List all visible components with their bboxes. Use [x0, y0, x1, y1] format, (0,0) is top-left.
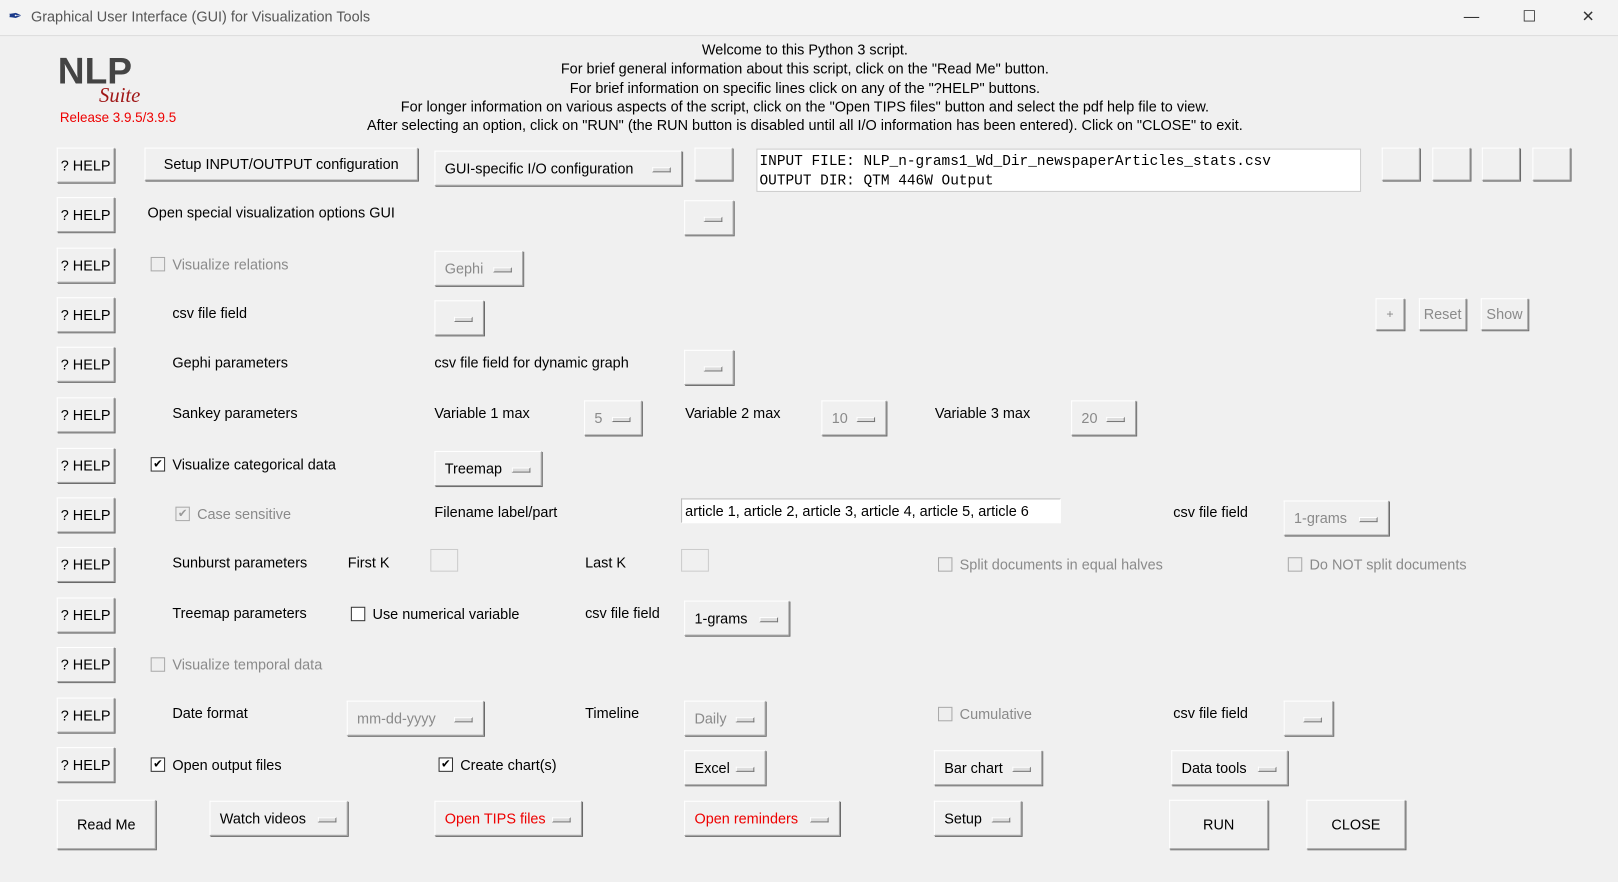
- help-button[interactable]: ? HELP: [57, 747, 115, 782]
- dropdown-indicator-icon: [810, 817, 829, 822]
- dropdown-value: GUI-specific I/O configuration: [444, 159, 634, 177]
- relations-tool-dropdown[interactable]: [434, 251, 523, 286]
- dropdown-value: Data tools: [1181, 759, 1247, 776]
- blank-button[interactable]: [694, 148, 732, 181]
- treemap-csv-label: csv file field: [585, 604, 660, 622]
- io-icon-button[interactable]: [1382, 148, 1420, 181]
- last-k-label: Last K: [585, 554, 627, 571]
- temporal-csv-label: csv file field: [1173, 704, 1248, 722]
- no-split-label: Do NOT split documents: [1309, 556, 1467, 573]
- dropdown-value: 20: [1081, 409, 1098, 427]
- dynamic-field-dropdown[interactable]: [684, 350, 734, 385]
- visualize-temporal-checkbox[interactable]: [151, 657, 165, 671]
- help-button[interactable]: ? HELP: [57, 647, 115, 682]
- intro-line: For longer information on various aspects of the script, click on the "Open TIPS files" button and select the pdf help file to view.: [400, 97, 1209, 115]
- last-k-input[interactable]: [681, 549, 709, 572]
- variable2-label: Variable 2 max: [685, 404, 781, 422]
- dropdown-indicator-icon: [704, 217, 723, 222]
- no-split-checkbox[interactable]: [1288, 557, 1302, 571]
- excel-dropdown[interactable]: [684, 750, 766, 785]
- io-icon-button[interactable]: [1532, 148, 1570, 181]
- variable1-label: Variable 1 max: [434, 404, 530, 422]
- csv-field-dropdown[interactable]: [1284, 500, 1389, 535]
- show-button[interactable]: Show: [1481, 298, 1528, 330]
- dropdown-value: Bar chart: [944, 759, 1003, 776]
- dropdown-value: Treemap: [444, 460, 503, 477]
- intro-line: Welcome to this Python 3 script.: [701, 41, 908, 58]
- dropdown-value: Setup: [944, 810, 982, 827]
- csv-field-label: csv file field: [1173, 503, 1248, 521]
- intro-line: For brief general information about this script, click on the "Read Me" button.: [560, 60, 1049, 77]
- dropdown-indicator-icon: [736, 767, 755, 772]
- gui-specific-io-dropdown[interactable]: [434, 151, 682, 186]
- dropdown-indicator-icon: [759, 617, 778, 622]
- categorical-tool-dropdown[interactable]: [434, 451, 541, 486]
- reset-button[interactable]: Reset: [1419, 298, 1466, 330]
- help-button[interactable]: ? HELP: [57, 698, 115, 733]
- help-button[interactable]: ? HELP: [57, 297, 115, 332]
- dropdown-indicator-icon: [736, 717, 755, 722]
- watch-videos-dropdown[interactable]: [209, 801, 347, 836]
- variable3-label: Variable 3 max: [934, 404, 1031, 422]
- cumulative-label: Cumulative: [959, 705, 1032, 723]
- open-output-label: Open output files: [172, 756, 282, 773]
- dropdown-value: 1-grams: [1294, 509, 1348, 527]
- run-button[interactable]: RUN: [1169, 800, 1268, 850]
- io-icon-button[interactable]: [1432, 148, 1470, 181]
- cumulative-checkbox[interactable]: [938, 707, 952, 721]
- date-format-dropdown[interactable]: [347, 701, 484, 736]
- visualize-categorical-label: Visualize categorical data: [172, 456, 336, 473]
- intro-line: After selecting an option, click on "RUN" (the RUN button is disabled until all I/O information has been entered). Click on "CLOSE" to exit.: [367, 116, 1243, 134]
- logo-suite: Suite: [99, 84, 141, 108]
- setup-dropdown[interactable]: [934, 801, 1022, 836]
- dropdown-value: Excel: [694, 759, 730, 776]
- tips-dropdown[interactable]: [434, 801, 582, 836]
- treemap-params-label: Treemap parameters: [172, 604, 307, 622]
- variable1-dropdown[interactable]: [584, 400, 642, 435]
- use-numerical-label: Use numerical variable: [372, 605, 520, 623]
- treemap-csv-dropdown[interactable]: [684, 601, 789, 636]
- maximize-button[interactable]: ☐: [1522, 8, 1537, 26]
- help-button[interactable]: ? HELP: [57, 397, 115, 432]
- case-sensitive-label: Case sensitive: [197, 505, 292, 523]
- io-icon-button[interactable]: [1482, 148, 1520, 181]
- timeline-label: Timeline: [585, 704, 640, 722]
- data-tools-dropdown[interactable]: [1171, 750, 1288, 785]
- help-button[interactable]: ? HELP: [57, 347, 115, 382]
- dropdown-indicator-icon: [1106, 417, 1125, 422]
- feather-icon: ✒: [8, 8, 23, 26]
- first-k-label: First K: [347, 554, 390, 571]
- logo-nlp: NLP: [57, 49, 133, 92]
- create-charts-checkbox[interactable]: ✔: [439, 757, 453, 771]
- help-button[interactable]: ? HELP: [57, 197, 115, 232]
- close-window-button[interactable]: ✕: [1581, 8, 1595, 26]
- csv-file-field-label: csv file field: [172, 304, 247, 321]
- help-button[interactable]: ? HELP: [57, 597, 115, 632]
- visualize-relations-label: Visualize relations: [172, 255, 289, 273]
- date-format-label: Date format: [172, 704, 248, 722]
- first-k-input[interactable]: [430, 549, 458, 572]
- dropdown-value: mm-dd-yyyy: [357, 709, 436, 727]
- dropdown-value: Open reminders: [694, 810, 799, 827]
- add-button[interactable]: +: [1376, 298, 1405, 330]
- help-button[interactable]: ? HELP: [57, 148, 115, 183]
- timeline-dropdown[interactable]: [684, 701, 766, 736]
- dropdown-indicator-icon: [318, 817, 337, 822]
- dropdown-value: Watch videos: [219, 810, 306, 827]
- special-gui-dropdown[interactable]: [684, 200, 734, 235]
- special-gui-label: Open special visualization options GUI: [147, 204, 395, 221]
- help-button[interactable]: ? HELP: [57, 248, 115, 283]
- close-button[interactable]: CLOSE: [1306, 800, 1405, 850]
- open-output-checkbox[interactable]: ✔: [151, 757, 165, 771]
- case-sensitive-checkbox[interactable]: ✔: [175, 507, 189, 521]
- filename-label: Filename label/part: [434, 503, 558, 521]
- dropdown-value: Daily: [694, 709, 727, 727]
- dropdown-indicator-icon: [1359, 517, 1378, 522]
- input-file-text: INPUT FILE: NLP_n-grams1_Wd_Dir_newspaperArticles_stats.csv: [759, 153, 1271, 171]
- filename-input[interactable]: article 1, article 2, article 3, article 4, article 5, article 6: [681, 498, 1061, 523]
- dropdown-value: 10: [831, 409, 848, 427]
- help-button[interactable]: ? HELP: [57, 497, 115, 532]
- title-bar: [0, 0, 1618, 36]
- dropdown-indicator-icon: [612, 417, 631, 422]
- visualize-categorical-checkbox[interactable]: ✔: [151, 457, 165, 471]
- variable2-dropdown[interactable]: [821, 400, 886, 435]
- intro-text: [341, 40, 1270, 134]
- release-label: Release 3.9.5/3.9.5: [59, 109, 177, 125]
- dynamic-field-label: csv file field for dynamic graph: [434, 353, 629, 371]
- dropdown-indicator-icon: [992, 817, 1011, 822]
- dropdown-indicator-icon: [454, 317, 473, 322]
- dropdown-indicator-icon: [1258, 767, 1277, 772]
- sankey-params-label: Sankey parameters: [172, 404, 298, 422]
- visualize-relations-checkbox[interactable]: [151, 257, 165, 271]
- read-me-button[interactable]: Read Me: [57, 800, 156, 850]
- dropdown-value: 5: [594, 409, 603, 427]
- variable3-dropdown[interactable]: [1071, 400, 1136, 435]
- csv-file-field-dropdown[interactable]: [434, 300, 484, 335]
- dropdown-indicator-icon: [1012, 767, 1031, 772]
- setup-io-button[interactable]: Setup INPUT/OUTPUT configuration: [144, 148, 417, 181]
- help-button[interactable]: ? HELP: [57, 547, 115, 582]
- chart-type-dropdown[interactable]: [934, 750, 1042, 785]
- dropdown-value: Gephi: [444, 260, 484, 277]
- window-title: Graphical User Interface (GUI) for Visualization Tools: [30, 8, 371, 25]
- visualize-temporal-label: Visualize temporal data: [172, 656, 323, 673]
- dropdown-indicator-icon: [512, 467, 531, 472]
- split-halves-label: Split documents in equal halves: [959, 556, 1163, 573]
- intro-line: For brief information on specific lines click on any of the "?HELP" buttons.: [569, 79, 1041, 96]
- reminders-dropdown[interactable]: [684, 801, 840, 836]
- use-numerical-checkbox[interactable]: [351, 607, 365, 621]
- io-info-box: [756, 149, 1361, 192]
- minimize-button[interactable]: —: [1463, 8, 1480, 26]
- split-halves-checkbox[interactable]: [938, 557, 952, 571]
- gephi-params-label: Gephi parameters: [172, 353, 288, 371]
- dropdown-indicator-icon: [1303, 717, 1322, 722]
- help-button[interactable]: ? HELP: [57, 448, 115, 483]
- dropdown-indicator-icon: [552, 817, 571, 822]
- dropdown-indicator-icon: [493, 267, 512, 272]
- create-charts-label: Create chart(s): [460, 756, 557, 773]
- dropdown-indicator-icon: [454, 717, 473, 722]
- dropdown-indicator-icon: [652, 167, 671, 172]
- dropdown-value: Open TIPS files: [444, 810, 546, 827]
- dropdown-value: 1-grams: [694, 609, 748, 627]
- temporal-csv-dropdown[interactable]: [1284, 701, 1334, 736]
- output-dir-text: OUTPUT DIR: QTM 446W Output: [759, 173, 994, 190]
- sunburst-params-label: Sunburst parameters: [172, 554, 308, 571]
- dropdown-indicator-icon: [704, 366, 723, 371]
- dropdown-indicator-icon: [856, 417, 875, 422]
